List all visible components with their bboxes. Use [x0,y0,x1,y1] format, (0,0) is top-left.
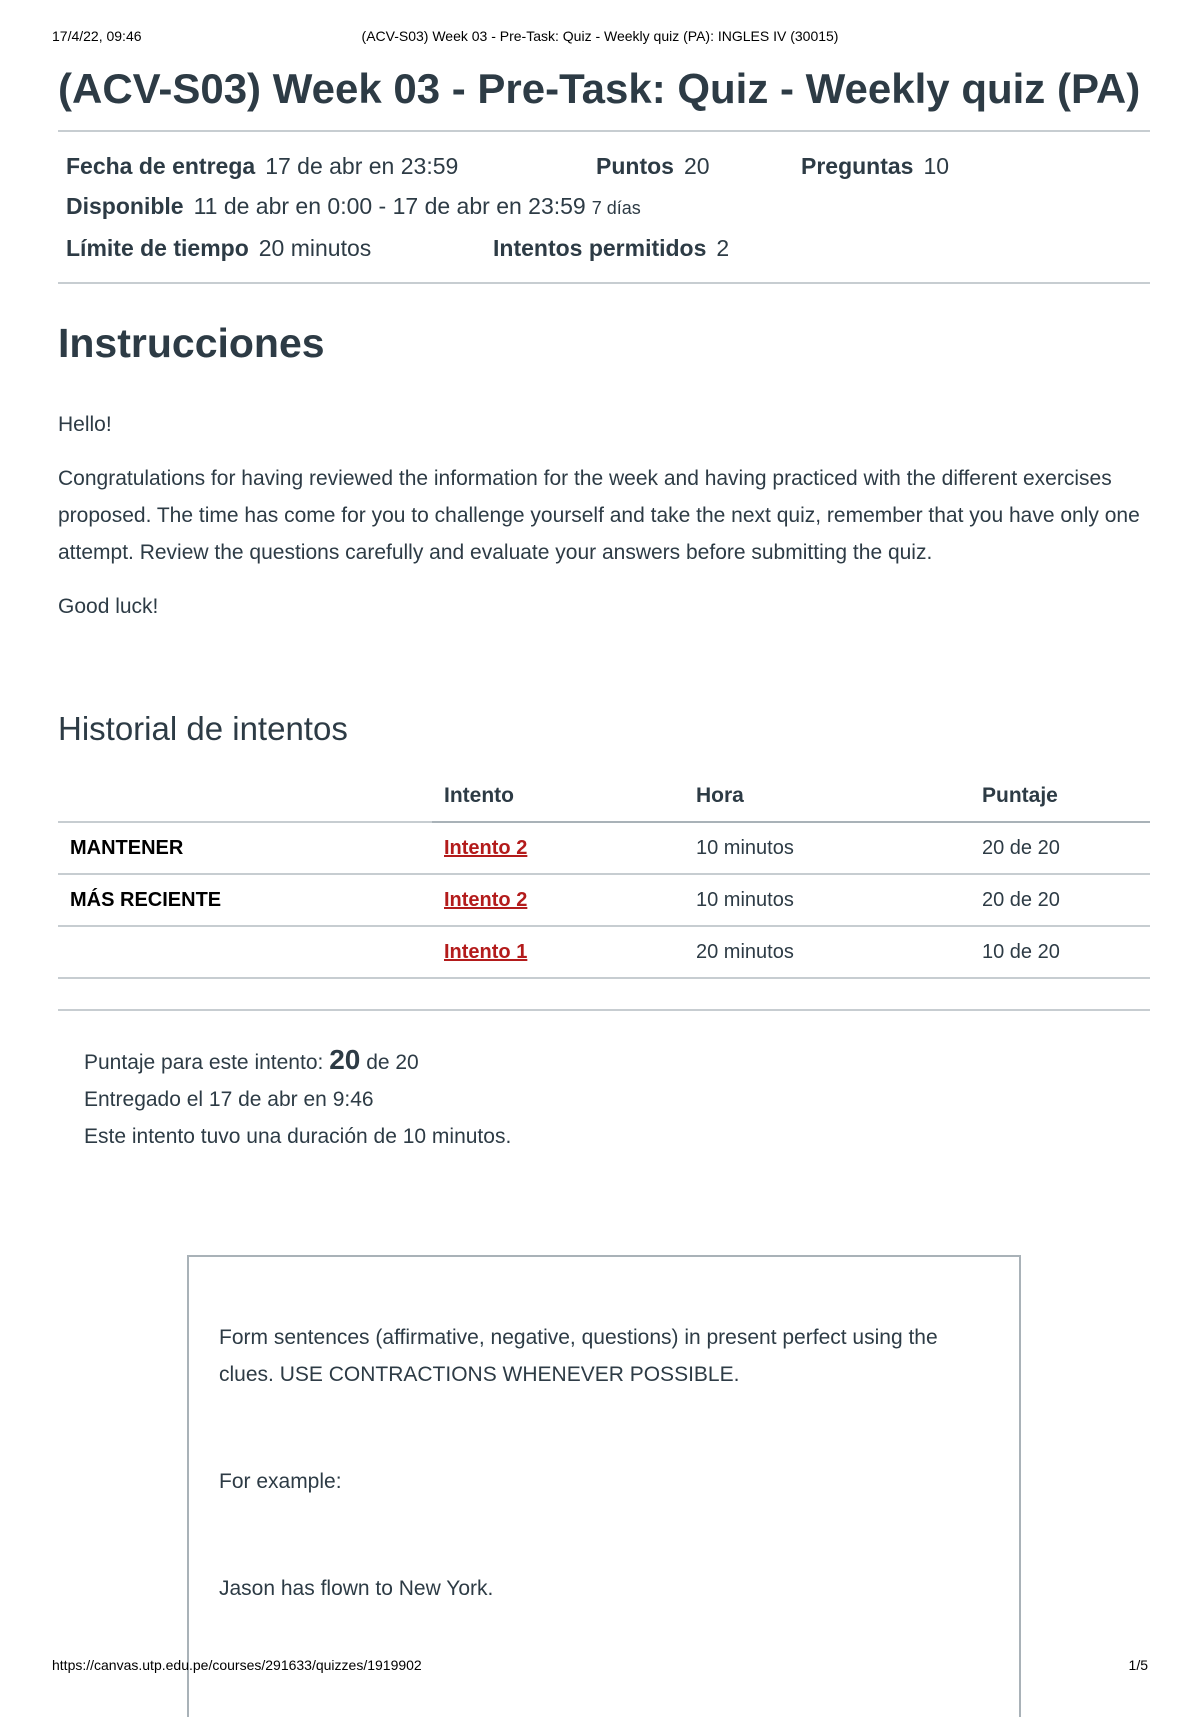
instructions-body [58,406,1150,625]
page-number: 1/5 [1128,1657,1148,1673]
row-label [58,926,432,978]
time-limit-value: 20 minutos [258,235,372,261]
due-date [66,146,596,186]
time-limit [66,228,493,268]
question-text [189,1257,1019,1607]
column-header-attempt: Intento [432,771,684,822]
divider [58,1009,1150,1011]
table-row [58,874,1150,926]
available-label: Disponible [66,193,184,219]
column-header-time: Hora [684,771,970,822]
attempt-time: 20 minutos [684,926,970,978]
questions-label: Preguntas [801,153,914,179]
attempts-value: 2 [716,235,730,261]
table-header-row [58,771,1150,822]
column-header-score: Puntaje [970,771,1150,822]
attempts-label: Intentos permitidos [493,235,707,261]
score-prefix: Puntaje para este intento: [84,1051,324,1074]
attempt-summary [84,1041,1150,1155]
row-label: MANTENER [58,822,432,874]
available-value: 11 de abr en 0:00 - 17 de abr en 23:59 [193,193,586,219]
attempt-history-heading: Historial de intentos [58,710,348,747]
example-sentence: Jason has flown to New York. [219,1577,494,1600]
attempt-history-table [58,771,1150,979]
attempt-score: 20 de 20 [970,822,1150,874]
details-row [66,228,1142,268]
submitted-at: Entregado el 17 de abr en 9:46 [84,1088,374,1111]
score-value: 20 [329,1044,361,1075]
attempt-score: 20 de 20 [970,874,1150,926]
row-label: MÁS RECIENTE [58,874,432,926]
print-footer [52,1657,1148,1677]
attempt-link[interactable]: Intento 2 [444,888,528,911]
print-document-title: (ACV-S03) Week 03 - Pre-Task: Quiz - Weekly quiz (PA): INGLES IV (30015) [361,28,839,44]
instructions-paragraph: Hello! [58,413,112,436]
instructions-heading: Instrucciones [58,320,325,366]
attempt-time: 10 minutos [684,874,970,926]
attempt-link[interactable]: Intento 1 [444,940,528,963]
table-row [58,926,1150,978]
column-header [58,771,432,822]
attempt-link[interactable]: Intento 2 [444,836,528,859]
score-suffix: de 20 [366,1051,419,1074]
main-content [58,58,1150,1155]
page-title: (ACV-S03) Week 03 - Pre-Task: Quiz - Weekly quiz (PA) [58,65,1141,112]
allowed-attempts [493,228,729,268]
question-card [187,1255,1021,1717]
due-date-value: 17 de abr en 23:59 [265,153,459,179]
points-label: Puntos [596,153,674,179]
points-value: 20 [683,153,710,179]
details-row [66,146,1142,186]
attempt-duration: Este intento tuvo una duración de 10 minutos. [84,1125,512,1148]
quiz-details [58,132,1150,282]
print-url: https://canvas.utp.edu.pe/courses/291633/quizzes/1919902 [52,1657,422,1673]
table-row [58,822,1150,874]
attempt-time: 10 minutos [684,822,970,874]
available-days: 7 días [591,198,641,218]
questions [801,146,949,186]
print-date: 17/4/22, 09:46 [52,28,142,44]
attempt-score: 10 de 20 [970,926,1150,978]
question-instruction: Form sentences (affirmative, negative, questions) in present perfect using the clues. USE CONTRACTIONS WHENEVER POSSIBLE. [219,1326,938,1386]
details-row [66,186,1142,228]
time-limit-label: Límite de tiempo [66,235,249,261]
instructions-paragraph: Good luck! [58,595,159,618]
points [596,146,801,186]
attempt-score-line [84,1041,1150,1081]
divider [58,282,1150,284]
availability [66,186,641,228]
example-label: For example: [219,1470,342,1493]
print-header [52,28,1148,48]
instructions-paragraph: Congratulations for having reviewed the information for the week and having practiced with the different exercises proposed. The time has come for you to challenge yourself and take the next quiz, remember that you have only one attempt. Review the questions carefully and evaluate your answers before submitting the quiz. [58,467,1140,564]
due-date-label: Fecha de entrega [66,153,256,179]
questions-value: 10 [923,153,950,179]
